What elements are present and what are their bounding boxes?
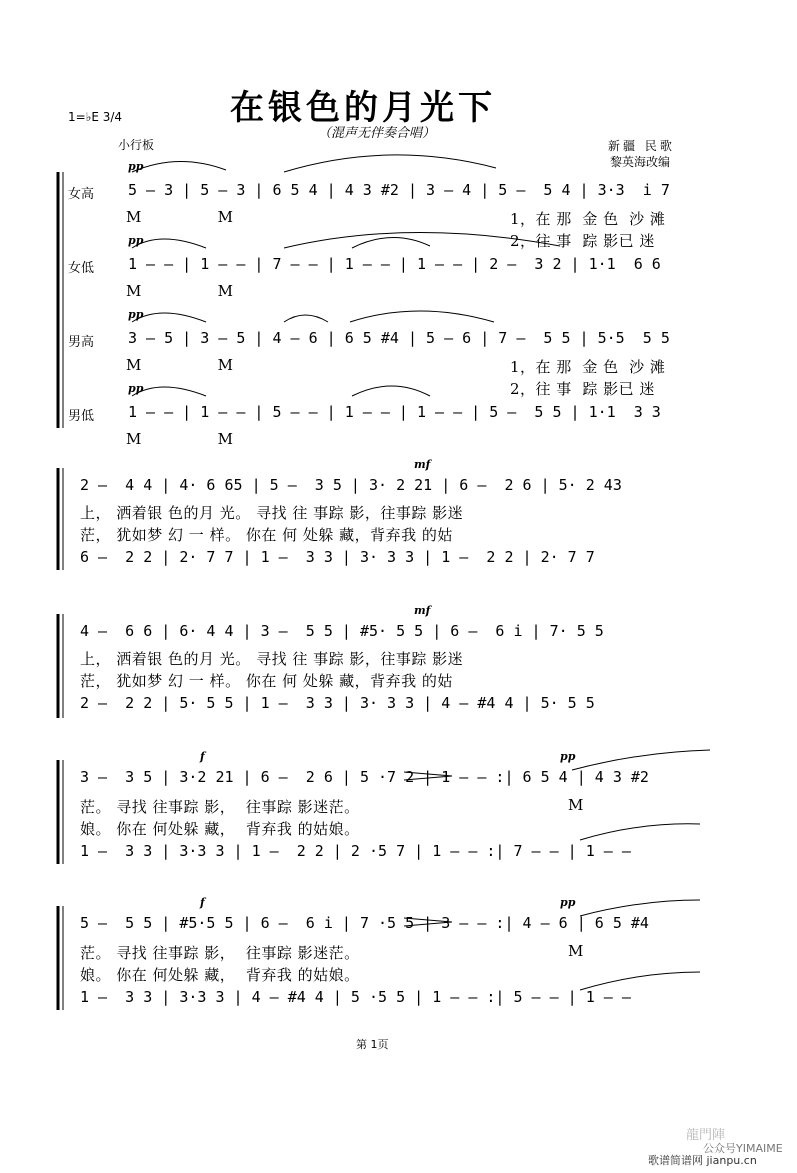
dynamic-pp: pp — [560, 750, 576, 763]
watermark-line2: 歌谱简谱网 jianpu.cn — [648, 1154, 757, 1167]
voice-label-soprano: 女高 — [68, 187, 95, 202]
lyric-verse1: 茫。 寻找 往事踪 影， 往事踪 影迷茫。 — [80, 798, 360, 816]
lower-notes: 1 – 3 3 | 3·3 3 | 4 – #4 4 | 5 ·5 5 | 1 – – :| 5 – – | 1 – – — [80, 988, 631, 1006]
lyric-verse1: 茫。 寻找 往事踪 影， 往事踪 影迷茫。 — [80, 944, 360, 962]
upper-notes: 4 – 6 6 | 6· 4 4 | 3 – 5 5 | #5· 5 5 | 6 – 6 i | 7· 5 5 — [80, 622, 604, 640]
dynamic-f: f — [200, 750, 205, 763]
mark-m: M — [568, 796, 584, 814]
lower-notes: 2 – 2 2 | 5· 5 5 | 1 – 3 3 | 3· 3 3 | 4 – #4 4 | 5· 5 5 — [80, 694, 595, 712]
tenor-notes: 3 – 5 | 3 – 5 | 4 – 6 | 6 5 #4 | 5 – 6 | 7 – 5 5 | 5·5 5 5 — [128, 329, 670, 347]
page-number: 第 1页 — [356, 1038, 389, 1051]
lower-notes: 1 – 3 3 | 3·3 3 | 1 – 2 2 | 2 ·5 7 | 1 – – :| 7 – – | 1 – – — [80, 842, 631, 860]
soprano-lyric-verse2: 2，往 事 踪 影已 迷 — [510, 232, 655, 250]
lyric-verse1: 上， 洒着银 色的月 光。 寻找 往 事踪 影，往事踪 影迷 — [80, 650, 464, 668]
soprano-marks: M M — [126, 208, 234, 226]
lyric-verse1: 上， 洒着银 色的月 光。 寻找 往 事踪 影，往事踪 影迷 — [80, 504, 464, 522]
upper-notes: 5 – 5 5 | #5·5 5 | 6 – 6 i | 7 ·5 5 | 3 – – :| 4 – 6 | 6 5 #4 — [80, 914, 649, 932]
watermark-logo: 龍門陣 — [686, 1128, 726, 1143]
dynamic-f: f — [200, 896, 205, 909]
dynamic-pp: pp — [128, 160, 144, 173]
lower-notes: 6 – 2 2 | 2· 7 7 | 1 – 3 3 | 3· 3 3 | 1 – 2 2 | 2· 7 7 — [80, 548, 595, 566]
key-signature: 1=♭E 3/4 — [68, 110, 123, 124]
alto-notes: 1 – – | 1 – – | 7 – – | 1 – – | 1 – – | 2 – 3 2 | 1·1 6 6 — [128, 255, 661, 273]
dynamic-pp: pp — [560, 896, 576, 909]
lyric-verse2: 娘。 你在 何处躲 藏， 背弃我 的姑娘。 — [80, 820, 360, 838]
voice-label-alto: 女低 — [68, 261, 95, 276]
tenor-lyric-verse1: 1，在 那 金 色 沙 滩 — [510, 358, 666, 376]
bass-notes: 1 – – | 1 – – | 5 – – | 1 – – | 1 – – | 5 – 5 5 | 1·1 3 3 — [128, 403, 661, 421]
bass-marks: M M — [126, 430, 234, 448]
upper-notes: 3 – 3 5 | 3·2 21 | 6 – 2 6 | 5 ·7 2 | 1 – – :| 6 5 4 | 4 3 #2 — [80, 768, 649, 786]
dynamic-mf: mf — [414, 458, 431, 471]
lyric-verse2: 娘。 你在 何处躲 藏， 背弃我 的姑娘。 — [80, 966, 360, 984]
upper-notes: 2 – 4 4 | 4· 6 65 | 5 – 3 5 | 3· 2 21 | 6 – 2 6 | 5· 2 43 — [80, 476, 622, 494]
credit-arranger: 黎英海改编 — [610, 155, 671, 169]
dynamic-pp: pp — [128, 234, 144, 247]
watermark-line1: 公众号YIMAIME — [703, 1142, 783, 1155]
song-subtitle: （混声无伴奏合唱） — [318, 126, 436, 141]
lyric-verse2: 茫， 犹如梦 幻 一 样。 你在 何 处躲 藏，背弃我 的姑 — [80, 672, 453, 690]
soprano-lyric-verse1: 1，在 那 金 色 沙 滩 — [510, 210, 666, 228]
credit-origin: 新疆 民歌 — [608, 139, 675, 153]
lyric-verse2: 茫， 犹如梦 幻 一 样。 你在 何 处躲 藏，背弃我 的姑 — [80, 526, 453, 544]
dynamic-mf: mf — [414, 604, 431, 617]
dynamic-pp: pp — [128, 382, 144, 395]
voice-label-tenor: 男高 — [68, 335, 95, 350]
soprano-notes: 5 – 3 | 5 – 3 | 6 5 4 | 4 3 #2 | 3 – 4 | 5 – 5 4 | 3·3 i 7 — [128, 181, 670, 199]
dynamic-pp: pp — [128, 308, 144, 321]
tempo-marking: 小行板 — [118, 138, 155, 152]
tenor-marks: M M — [126, 356, 234, 374]
song-title: 在银色的月光下 — [230, 88, 496, 128]
mark-m: M — [568, 942, 584, 960]
voice-label-bass: 男低 — [68, 409, 95, 424]
tenor-lyric-verse2: 2，往 事 踪 影已 迷 — [510, 380, 655, 398]
alto-marks: M M — [126, 282, 234, 300]
